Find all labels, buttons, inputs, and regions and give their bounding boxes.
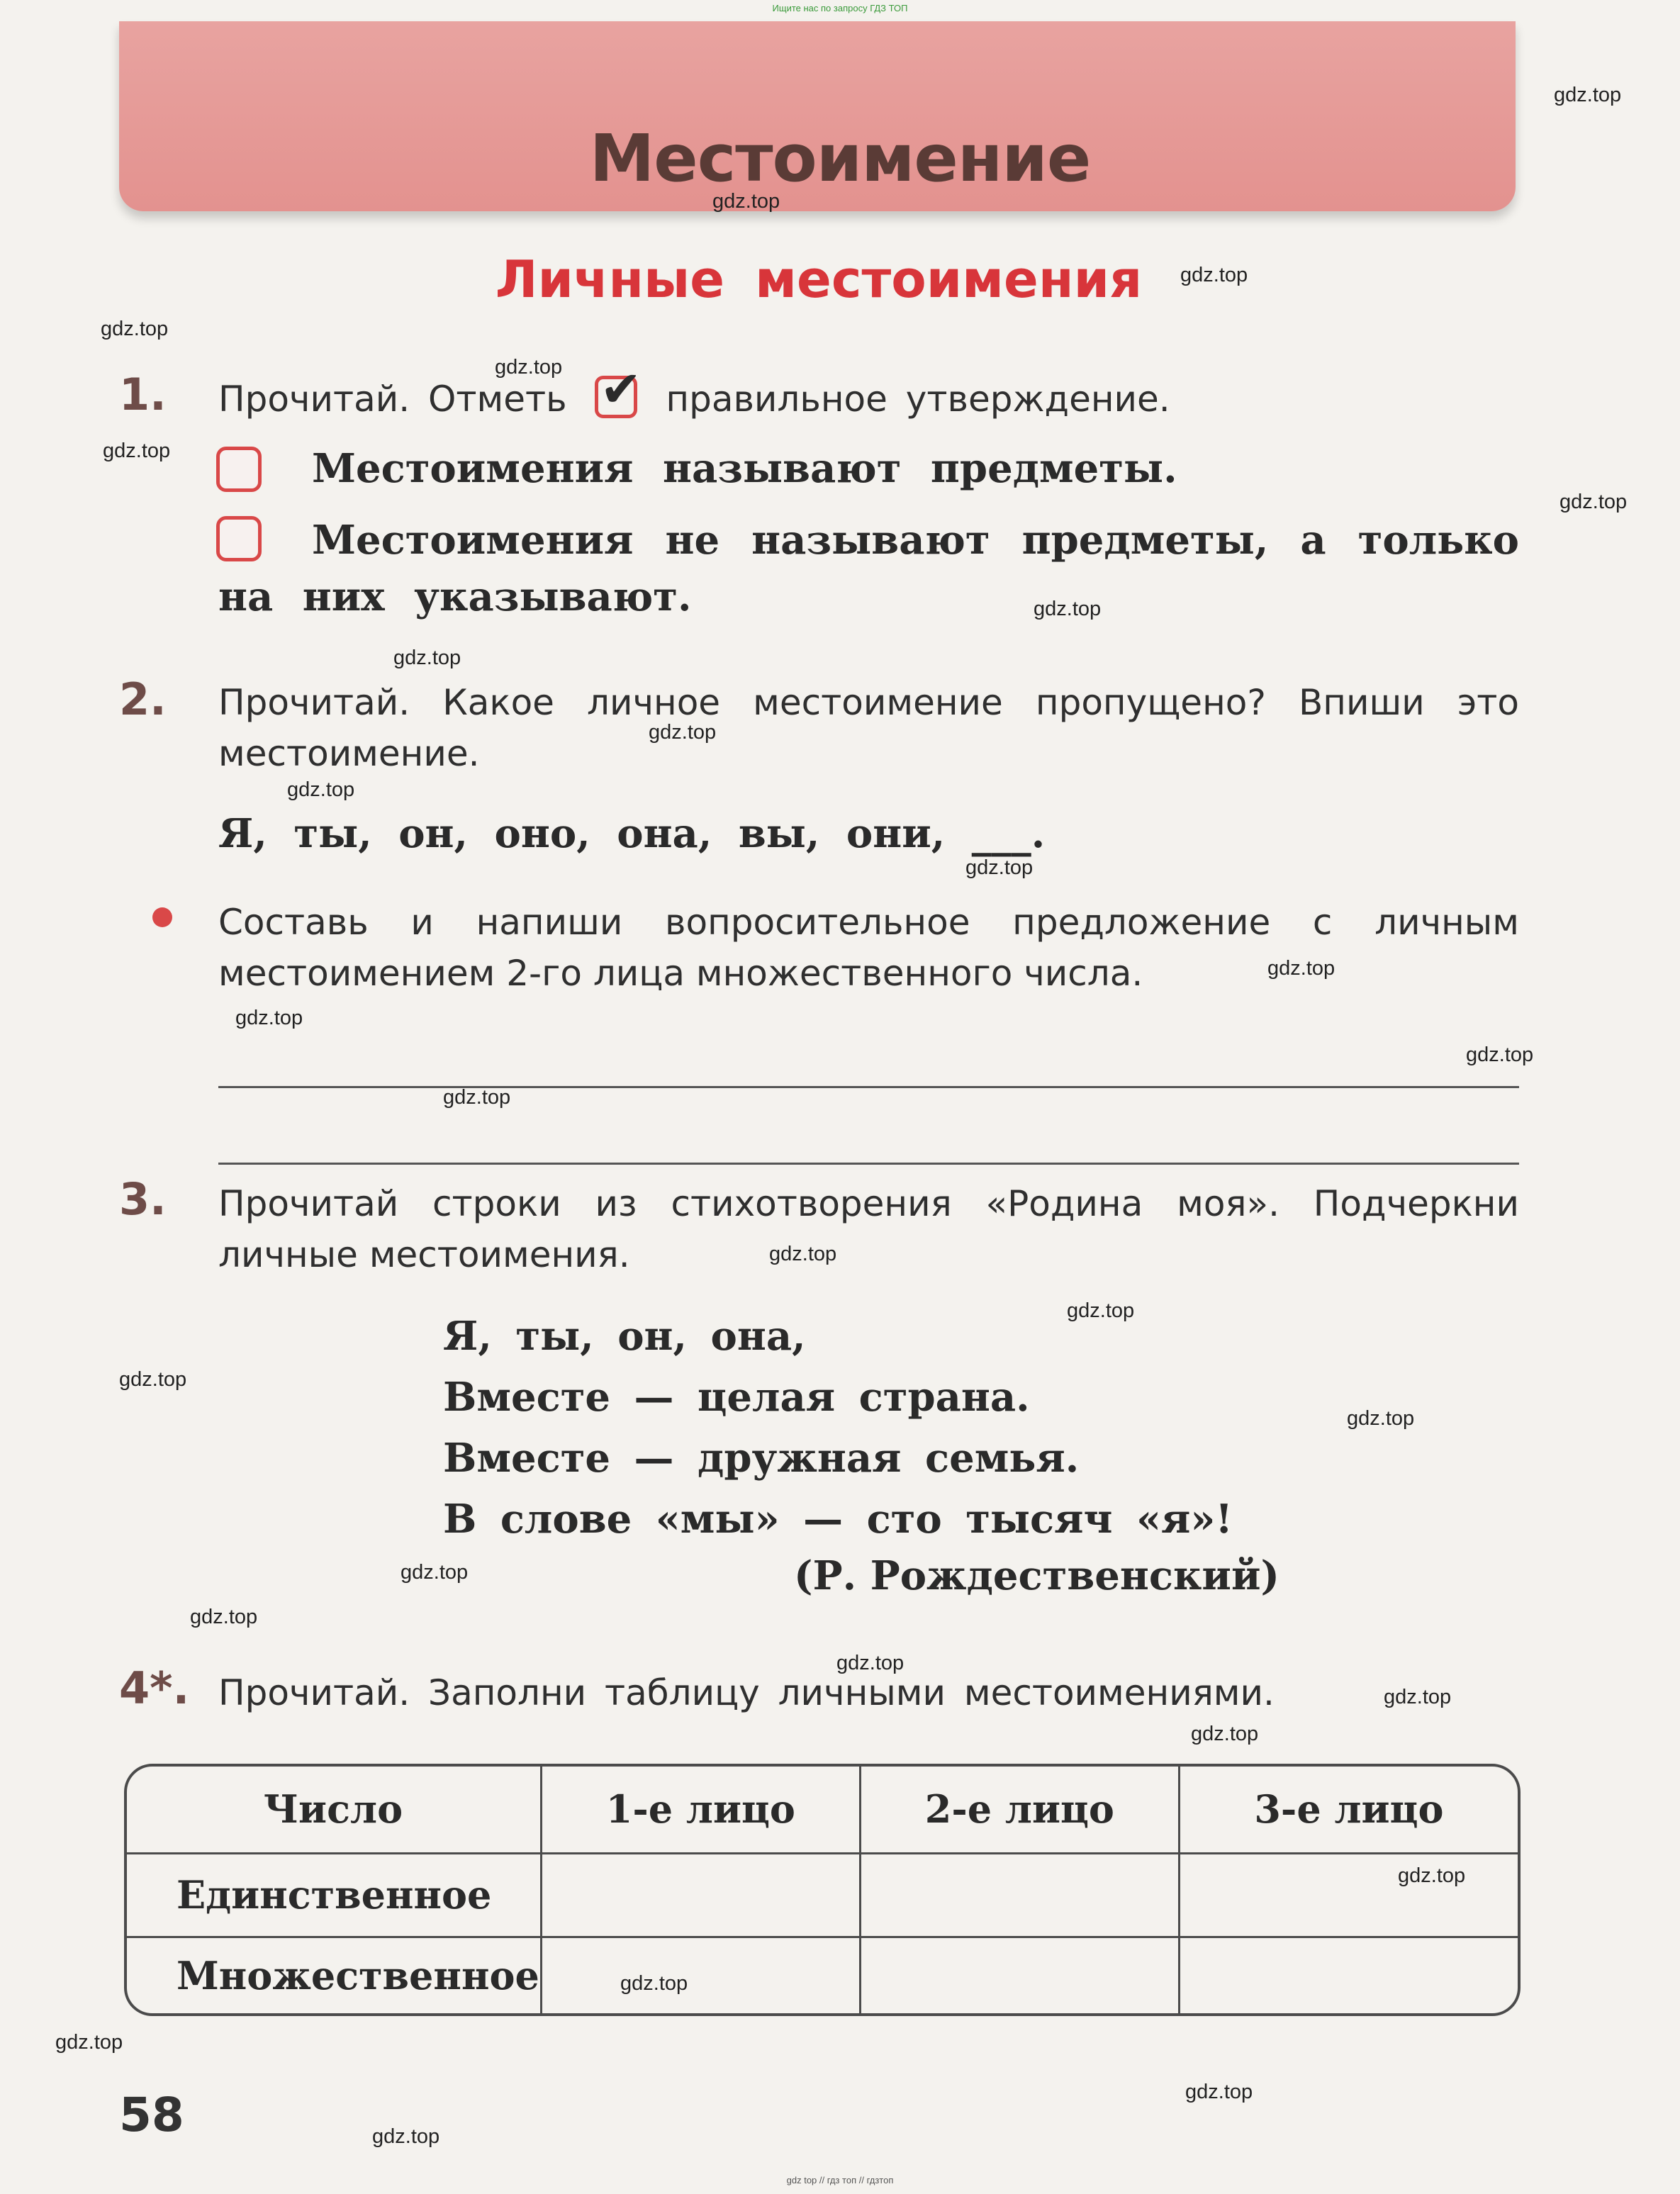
exercise-1-instruction-end: правильное утверждение. — [666, 379, 1170, 420]
option-1-checkbox[interactable] — [216, 447, 262, 492]
watermark: gdz.top — [119, 1368, 187, 1391]
watermark: gdz.top — [190, 1606, 258, 1628]
pronoun-table — [124, 1764, 1521, 2016]
exercise-2-number: 2. — [119, 673, 167, 725]
watermark: gdz.top — [836, 1652, 905, 1674]
cell-singular-2[interactable] — [860, 1853, 1179, 1937]
exercise-3-number: 3. — [119, 1173, 167, 1225]
poem-line-1: Я, ты, он, она, — [443, 1313, 806, 1360]
watermark: gdz.top — [443, 1086, 511, 1109]
watermark: gdz.top — [1466, 1043, 1534, 1066]
watermark: gdz.top — [1185, 2081, 1253, 2103]
answer-line-1[interactable] — [218, 1086, 1519, 1088]
page-title: Местоимение — [589, 121, 1091, 196]
watermark: gdz.top — [1559, 491, 1628, 513]
exercise-1-number: 1. — [119, 369, 167, 420]
top-banner: Ищите нас по запросу ГДЗ ТОП — [772, 3, 908, 13]
watermark: gdz.top — [1180, 264, 1248, 286]
watermark: gdz.top — [495, 356, 563, 379]
watermark: gdz.top — [55, 2031, 123, 2054]
watermark: gdz.top — [235, 1007, 303, 1029]
checkbox-sample-icon — [595, 360, 642, 418]
cell-singular-1[interactable] — [541, 1853, 860, 1937]
watermark: gdz.top — [1554, 84, 1622, 106]
pronoun-sequence: Я, ты, он, оно, она, вы, они, ___. — [218, 810, 1046, 857]
exercise-4-instruction: Прочитай. Заполни таблицу личными местоимениями. — [218, 1672, 1275, 1713]
page-number: 58 — [119, 2088, 184, 2142]
header-number: Число — [127, 1767, 541, 1853]
watermark: gdz.top — [712, 190, 780, 213]
header-first-person: 1-е лицо — [541, 1767, 860, 1853]
watermark: gdz.top — [965, 856, 1034, 879]
exercise-3-instruction: Прочитай строки из стихотворения «Родина моя». Подчеркни личные местоимения. — [218, 1183, 1519, 1275]
option-1-text: Местоимения называют предметы. — [312, 445, 1177, 492]
watermark: gdz.top — [101, 318, 169, 340]
bottom-banner: gdz top // гдз топ // гдзтоп — [786, 2175, 894, 2185]
watermark: gdz.top — [393, 647, 461, 669]
poem-author: (Р. Рождественский) — [794, 1552, 1279, 1599]
watermark: gdz.top — [1347, 1407, 1415, 1430]
option-2-text: Местоимения не называют предметы, а только на них указывают. — [218, 517, 1519, 620]
watermark: gdz.top — [1267, 957, 1335, 980]
watermark: gdz.top — [1384, 1686, 1452, 1708]
row-label-singular: Единственное — [127, 1853, 541, 1937]
row-label-plural: Множественное — [127, 1937, 541, 2013]
watermark: gdz.top — [287, 778, 355, 801]
watermark: gdz.top — [1398, 1864, 1466, 1887]
header-second-person: 2-е лицо — [860, 1767, 1179, 1853]
watermark: gdz.top — [372, 2125, 440, 2148]
header-third-person: 3-е лицо — [1179, 1767, 1518, 1853]
bullet-icon — [152, 907, 172, 927]
cell-plural-1[interactable] — [541, 1937, 860, 2013]
watermark: gdz.top — [620, 1972, 688, 1995]
answer-line-2[interactable] — [218, 1163, 1519, 1165]
cell-plural-2[interactable] — [860, 1937, 1179, 2013]
watermark: gdz.top — [769, 1243, 837, 1265]
poem-line-2: Вместе — целая страна. — [443, 1374, 1030, 1421]
poem-line-3: Вместе — дружная семья. — [443, 1435, 1080, 1482]
cell-plural-3[interactable] — [1179, 1937, 1518, 2013]
exercise-2-task: Составь и напиши вопросительное предложение с личным местоимением 2-го лица множественного числа. — [218, 902, 1519, 994]
watermark: gdz.top — [103, 440, 171, 462]
section-subtitle: Личные местоимения — [495, 250, 1143, 309]
watermark: gdz.top — [401, 1561, 469, 1584]
watermark: gdz.top — [1034, 598, 1102, 620]
exercise-1-instruction-text: Прочитай. Отметь — [218, 379, 567, 420]
watermark: gdz.top — [1191, 1723, 1259, 1745]
exercise-4-number: 4*. — [119, 1662, 190, 1714]
poem-line-4: В слове «мы» — сто тысяч «я»! — [443, 1496, 1233, 1543]
checkmark-icon: ✔ — [600, 360, 642, 418]
watermark: gdz.top — [1067, 1299, 1135, 1322]
watermark: gdz.top — [649, 721, 717, 744]
cell-singular-3[interactable] — [1179, 1853, 1518, 1937]
exercise-2-instruction: Прочитай. Какое личное местоимение пропущено? Впиши это местоимение. — [218, 682, 1519, 774]
